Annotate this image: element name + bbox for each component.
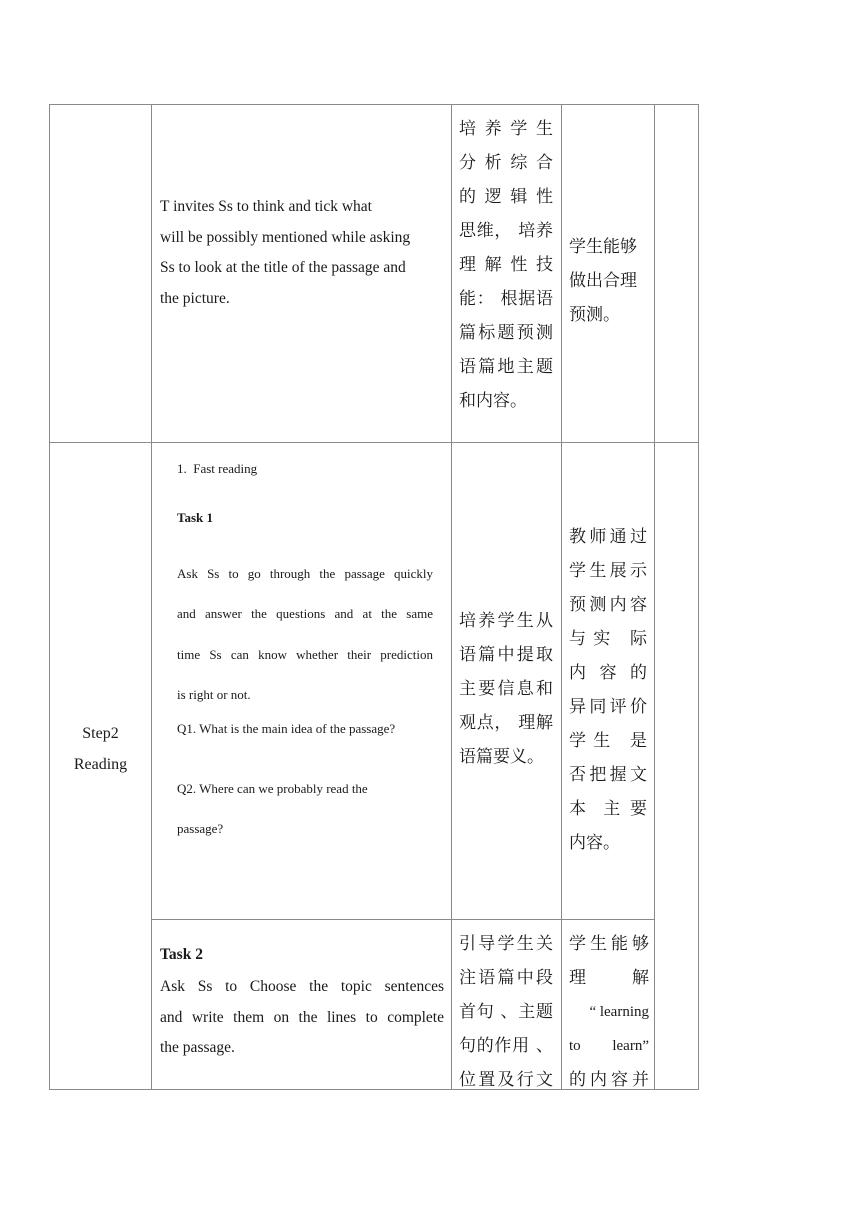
purpose-line: 培养学生从 <box>459 611 553 631</box>
evaluation-line: 内容。 <box>569 833 620 853</box>
task1-line: Ask Ss to go through the passage quickly <box>177 566 433 581</box>
question-2 <box>177 769 368 849</box>
evaluation-line: 学 生 是 <box>569 731 647 751</box>
table-top-border <box>49 104 699 105</box>
task2-title: Task 2 <box>160 946 203 963</box>
purpose-line: 的 逻 辑 性 <box>459 187 553 207</box>
question-2-line: passage? <box>177 821 224 836</box>
purpose-line: 首句 、主题 <box>459 1002 553 1022</box>
task1-line: is right or not. <box>177 686 251 702</box>
row3-purpose-text <box>459 927 553 1097</box>
col-divider-3 <box>561 104 562 1090</box>
question-2-line: Q2. Where can we probably read the <box>177 781 368 796</box>
purpose-line: 培 养 学 生 <box>459 119 553 139</box>
row3-evaluation-text <box>569 927 649 1097</box>
evaluation-line: 学生能够 <box>569 934 649 954</box>
task2-line: and write them on the lines to complete <box>160 1008 444 1026</box>
row-divider-1 <box>49 442 699 443</box>
activity-line: T invites Ss to think and tick what <box>160 198 372 215</box>
col-divider-2 <box>451 104 452 1090</box>
purpose-line: 思维， 培养 <box>459 221 553 241</box>
row2-evaluation-text <box>569 520 647 860</box>
purpose-line: 和内容。 <box>459 391 527 411</box>
evaluation-line: 预测内容 <box>569 595 647 615</box>
evaluation-line: 的内容并 <box>569 1070 649 1090</box>
purpose-line: 分 析 综 合 <box>459 153 553 173</box>
evaluation-line: 内 容 的 <box>569 663 647 683</box>
fast-reading-heading: 1. Fast reading <box>177 461 258 476</box>
purpose-line: 语篇中提取 <box>459 645 553 665</box>
table-left-border <box>49 104 50 1090</box>
task1-title: Task 1 <box>177 510 214 525</box>
purpose-line: 语篇地主题 <box>459 357 553 377</box>
evaluation-line: 学生展示 <box>569 561 647 581</box>
evaluation-line: 学生能够 <box>569 237 637 257</box>
task2-line: Ask Ss to Choose the topic sentences <box>160 978 444 995</box>
task2-line: the passage. <box>160 1039 235 1056</box>
task1-line: time Ss can know whether their prediction <box>177 646 433 662</box>
evaluation-line: 理 解 <box>569 968 649 988</box>
purpose-line: 主要信息和 <box>459 679 553 699</box>
activity-line: will be possibly mentioned while asking <box>160 228 411 246</box>
row2-purpose-text <box>459 604 553 774</box>
purpose-line: 注语篇中段 <box>459 968 553 988</box>
step-number: Step2 <box>82 725 119 742</box>
purpose-line: 位置及行文 <box>459 1070 553 1090</box>
purpose-line: 观点， 理解 <box>459 713 553 733</box>
purpose-line: 篇标题预测 <box>459 323 553 343</box>
evaluation-line: 预测。 <box>569 305 620 325</box>
row1-activity-text <box>160 192 446 314</box>
activity-line: the picture. <box>160 289 230 307</box>
col-divider-1 <box>151 104 152 1090</box>
evaluation-line: 做出合理 <box>569 271 637 291</box>
evaluation-line: 异同评价 <box>569 697 647 717</box>
task1-line: and answer the questions and at the same <box>177 606 433 622</box>
table-right-border <box>698 104 699 1090</box>
evaluation-line: 否把握文 <box>569 765 647 785</box>
evaluation-line: to learn” <box>569 1038 649 1054</box>
row1-evaluation-text <box>569 230 649 332</box>
step-name: Reading <box>73 756 128 773</box>
task1-instructions <box>177 554 433 715</box>
task2-instructions <box>160 972 444 1064</box>
col-divider-4 <box>654 104 655 1090</box>
question-1: Q1. What is the main idea of the passage? <box>177 721 396 736</box>
row1-purpose-text <box>459 112 553 418</box>
evaluation-line: 与 实 际 <box>569 629 647 649</box>
activity-line: Ss to look at the title of the passage and <box>160 259 406 276</box>
purpose-line: 句的作用 、 <box>459 1036 553 1056</box>
purpose-line: 能： 根据语 <box>459 289 553 309</box>
evaluation-line: 教师通过 <box>569 527 647 547</box>
step-label <box>50 718 151 780</box>
evaluation-line: “ learning <box>589 1004 649 1020</box>
purpose-line: 理 解 性 技 <box>459 255 553 275</box>
purpose-line: 语篇要义。 <box>459 747 544 767</box>
row-divider-2 <box>151 919 654 920</box>
evaluation-line: 本 主 要 <box>569 799 647 819</box>
purpose-line: 引导学生关 <box>459 934 553 954</box>
